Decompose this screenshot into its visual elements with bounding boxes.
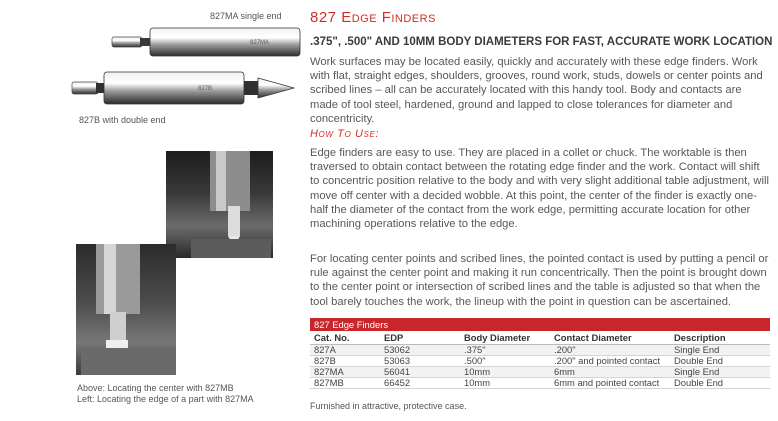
- how-to-use-heading: How To Use:: [310, 128, 380, 140]
- photo-caption-above: Above: Locating the center with 827MB: [77, 383, 234, 393]
- photo-locating-center-art: [166, 151, 273, 258]
- table-row: [310, 356, 770, 367]
- cell-description: Double End: [670, 378, 770, 389]
- table-title: 827 Edge Finders: [310, 318, 770, 331]
- cell-cat-no: 827MA: [310, 367, 380, 378]
- headline: .375", .500" AND 10MM BODY DIAMETERS FOR FAST, ACCURATE WORK LOCATION: [310, 36, 773, 48]
- table-row: [310, 367, 770, 378]
- cell-contact-diameter: .200" and pointed contact: [550, 356, 670, 367]
- col-contact-diameter: Contact Diameter: [550, 331, 670, 345]
- center-points-paragraph: For locating center points and scribed lines, the pointed contact is used by putting a pencil or rule against the center point and making it run concentrically. Then the point is brought down to the center point or intersection of scribed lines and the table is adjusted so that when the tool barely touches the work, the lineup with the point in question can be ascertained.: [310, 253, 769, 308]
- cell-description: Double End: [670, 356, 770, 367]
- how-to-use-paragraph: Edge finders are easy to use. They are placed in a collet or chuck. The worktable is then traversed to obtain contact between the rotating edge finder and the work. Contact will shift to concentric position relative to the body and with very slight additional table adjustment, will move off center with a decided wobble. At this point, the center of the finder is exactly one-half the diameter of the contact from the work edge, permitting accurate location for other machining operations relative to the edge.: [310, 147, 769, 231]
- svg-text:827B: 827B: [198, 86, 213, 92]
- edge-finder-single-end-image: [110, 22, 305, 64]
- caption-827b: 827B with double end: [79, 115, 166, 125]
- cell-contact-diameter: 6mm: [550, 367, 670, 378]
- cell-body-diameter: .500": [460, 356, 550, 367]
- photo-caption-left: Left: Locating the edge of a part with 827MA: [77, 394, 254, 404]
- photo-locating-edge-art: [76, 244, 176, 375]
- cell-description: Single End: [670, 367, 770, 378]
- edge-finder-double-end-image: [70, 66, 295, 114]
- table-row: [310, 378, 770, 389]
- cell-edp: 66452: [380, 378, 460, 389]
- cell-edp: 53062: [380, 345, 460, 356]
- cell-body-diameter: 10mm: [460, 367, 550, 378]
- cell-edp: 53063: [380, 356, 460, 367]
- cell-description: Single End: [670, 345, 770, 356]
- page-title: 827 Edge Finders: [310, 9, 436, 26]
- cell-edp: 56041: [380, 367, 460, 378]
- col-edp: EDP: [380, 331, 460, 345]
- col-body-diameter: Body Diameter: [460, 331, 550, 345]
- cell-contact-diameter: .200": [550, 345, 670, 356]
- caption-827ma: 827MA single end: [210, 11, 282, 21]
- spec-table: [310, 318, 770, 389]
- cell-contact-diameter: 6mm and pointed contact: [550, 378, 670, 389]
- footnote: Furnished in attractive, protective case.: [310, 401, 467, 411]
- cell-body-diameter: .375": [460, 345, 550, 356]
- col-cat-no: Cat. No.: [310, 331, 380, 345]
- cell-cat-no: 827A: [310, 345, 380, 356]
- cell-cat-no: 827B: [310, 356, 380, 367]
- photo-locating-edge: [76, 244, 176, 375]
- col-description: Description: [670, 331, 770, 345]
- cell-cat-no: 827MB: [310, 378, 380, 389]
- cell-body-diameter: 10mm: [460, 378, 550, 389]
- table-row: [310, 345, 770, 356]
- svg-text:827MA: 827MA: [250, 40, 270, 46]
- photo-locating-center: [166, 151, 273, 258]
- intro-paragraph: Work surfaces may be located easily, quickly and accurately with these edge finders. Work with flat, straight edges, shoulders, grooves, round work, studs, dowels or center points and scribed lines – all can be accurately located with this handy tool. Body and contacts are made of tool steel, hardened, ground and lapped to close tolerances for diameter and concentricity.: [310, 56, 763, 125]
